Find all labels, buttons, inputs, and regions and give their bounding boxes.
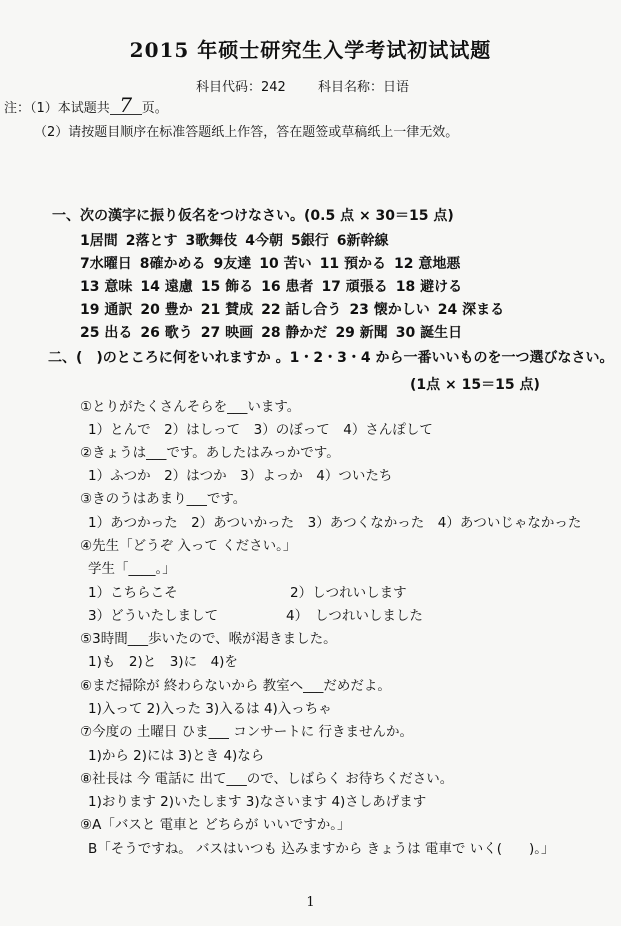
section-2-heading: 二、( )のところに何をいれますか 。1・2・3・4 から一番いいものを一つ選びなさい。 — [48, 350, 614, 366]
vocab-item: 2落とす — [125, 233, 178, 249]
vocab-item: 22 話し合う — [261, 302, 342, 318]
option-4-1: 1）こちらこそ — [88, 585, 178, 601]
vocab-item: 18 避ける — [395, 279, 463, 295]
vocab-row — [80, 253, 468, 273]
question-9: ⑨A「バスと 電車と どちらが いいですか。」 — [80, 817, 351, 833]
note-1 — [4, 93, 168, 117]
question-5: ⑤3時間___歩いたので、喉が渇きました。 — [80, 631, 337, 647]
question-4: ④先生「どうぞ 入って ください。」 — [80, 538, 297, 554]
option-4-3: 3）どういたしまして — [88, 608, 219, 624]
option-4-4: 4） しつれいしました — [286, 608, 423, 624]
vocab-row — [80, 299, 512, 319]
vocab-item: 24 深まる — [437, 302, 505, 318]
vocab-item: 1居間 — [80, 233, 118, 249]
question-1: ①とりがたくさんそらを___います。 — [80, 399, 301, 415]
vocab-item: 7水曜日 — [80, 256, 132, 272]
subject-code: 科目代码：242 — [196, 80, 286, 95]
vocab-item: 13 意味 — [80, 279, 133, 295]
vocab-item: 14 遠慮 — [140, 279, 193, 295]
vocab-item: 27 映画 — [200, 325, 254, 341]
options-5: 1)も 2)と 3)に 4)を — [88, 654, 238, 670]
note-1-suffix: 页。 — [141, 101, 168, 116]
options-3: 1）あつかった 2）あついかった 3）あつくなかった 4）あついじゃなかった — [88, 515, 582, 531]
vocab-item: 21 賛成 — [200, 302, 254, 318]
question-7: ⑦今度の 土曜日 ひま___ コンサートに 行きませんか。 — [80, 724, 414, 740]
vocab-item: 23 懐かしい — [349, 302, 430, 318]
question-3: ③きのうはあまり___です。 — [80, 491, 247, 507]
vocab-item: 15 飾る — [200, 279, 254, 295]
vocab-item: 8確かめる — [139, 256, 206, 272]
vocab-item: 12 意地悪 — [393, 256, 461, 272]
vocab-item: 17 頑張る — [321, 279, 388, 295]
page-number: 1 — [306, 895, 315, 910]
vocab-item: 29 新聞 — [335, 325, 388, 341]
handwritten-page-count: 7 — [110, 96, 142, 115]
vocab-item: 30 誕生日 — [395, 325, 463, 341]
vocab-row — [80, 230, 397, 250]
section-2-score: (1点 × 15＝15 点) — [410, 377, 540, 393]
vocab-row — [80, 276, 470, 296]
vocab-row — [80, 322, 470, 342]
vocab-item: 10 苦い — [259, 256, 312, 272]
question-4-reply: 学生「____。」 — [88, 561, 176, 577]
options-6: 1)入って 2)入った 3)入るは 4)入っちゃ — [88, 701, 332, 717]
exam-title: 2015 年硕士研究生入学考试初试试题 — [129, 38, 492, 62]
section-1-heading: 一、次の漢字に振り仮名をつけなさい。(0.5 点 × 30＝15 点) — [52, 208, 454, 224]
subject-info — [196, 76, 437, 95]
question-6: ⑥まだ掃除が 終わらないから 教室へ___だめだよ。 — [80, 678, 391, 694]
vocab-item: 6新幹線 — [336, 233, 389, 249]
options-2: 1）ふつか 2）はつか 3）よっか 4）ついたち — [88, 468, 393, 484]
note-2: （2）请按题目顺序在标准答题纸上作答，答在题签或草稿纸上一律无效。 — [34, 125, 459, 140]
question-8: ⑧社長は 今 電話に 出て___ので、しばらく お待ちください。 — [80, 771, 454, 787]
vocab-item: 20 豊か — [140, 302, 193, 318]
vocab-item: 4今朝 — [245, 233, 283, 249]
question-2: ②きょうは___です。あしたはみっかです。 — [80, 445, 340, 461]
vocab-item: 9友達 — [213, 256, 252, 272]
vocab-item: 28 静かだ — [261, 325, 328, 341]
question-9-reply: B「そうですね。 バスはいつも 込みますから きょうは 電車で いく( )。」 — [88, 841, 555, 857]
vocab-item: 25 出る — [80, 325, 133, 341]
options-7: 1)から 2)には 3)とき 4)なら — [88, 748, 265, 764]
vocab-item: 11 預かる — [319, 256, 386, 272]
note-1-prefix: 注：（1）本试题共 — [4, 101, 110, 116]
vocab-item: 26 歌う — [140, 325, 193, 341]
options-8: 1)おります 2)いたします 3)なさいます 4)さしあげます — [88, 794, 427, 810]
subject-name: 科目名称：日语 — [317, 80, 409, 95]
options-1: 1）とんで 2）はしって 3）のぼって 4）さんぽして — [88, 422, 433, 438]
vocab-item: 3歌舞伎 — [185, 233, 238, 249]
vocab-item: 16 患者 — [261, 279, 314, 295]
vocab-item: 5銀行 — [291, 233, 329, 249]
option-4-2: 2）しつれいします — [290, 585, 407, 601]
vocab-item: 19 通訳 — [80, 302, 133, 318]
